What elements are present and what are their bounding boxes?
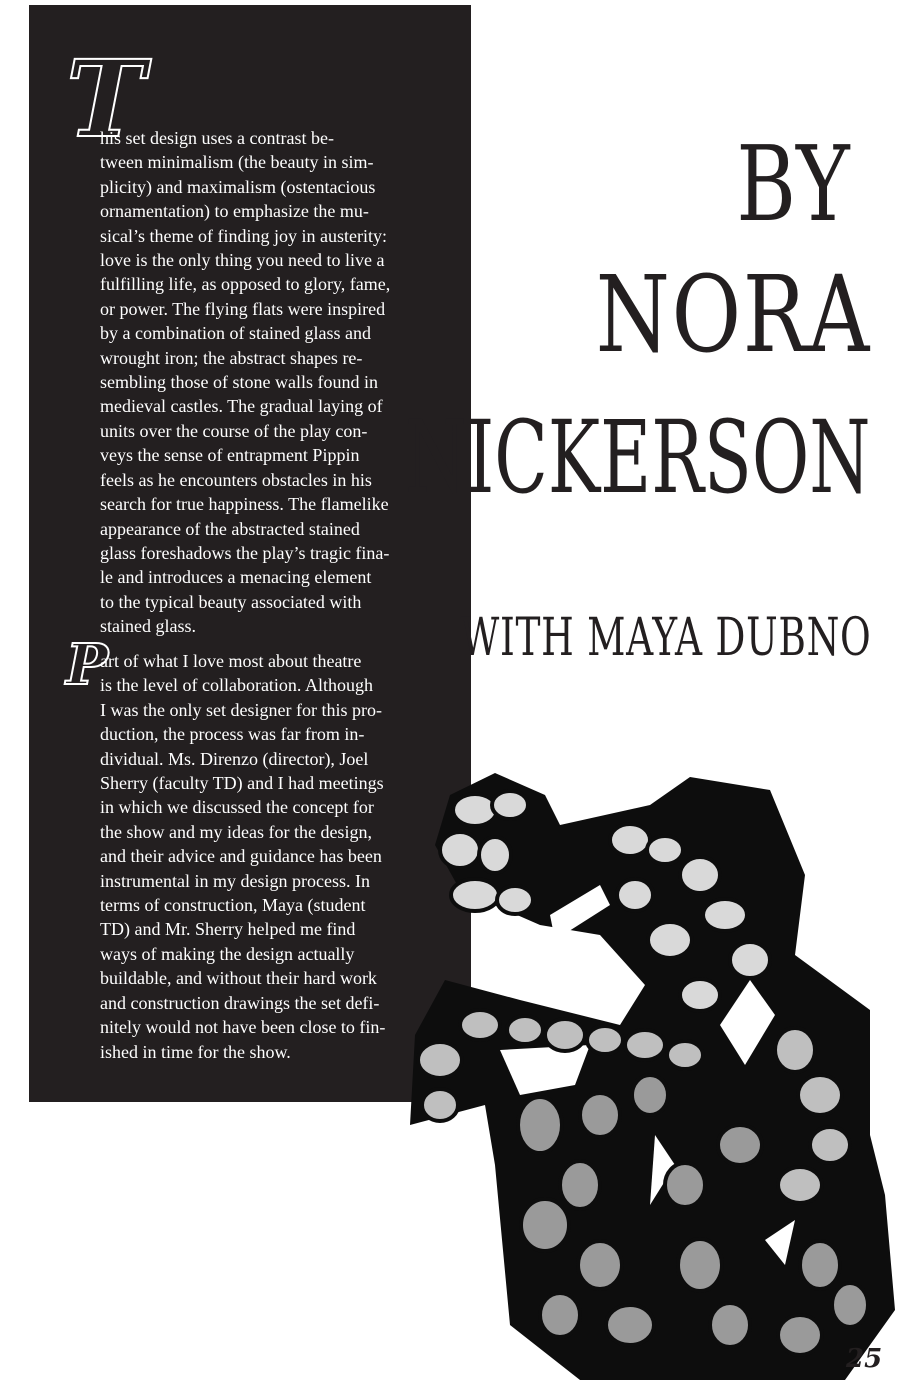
text-line: tween minimalism (the beauty in sim- [100, 152, 374, 173]
credit-with-maya-dubno: WITH MAYA DUBNO [460, 608, 871, 668]
text-line: stained glass. [100, 616, 196, 637]
text-line: feels as he encounters obstacles in his [100, 469, 372, 490]
text-line: and their advice and guidance has been [100, 846, 382, 867]
text-line: sical’s theme of finding joy in austerity: [100, 225, 387, 246]
text-line: appearance of the abstracted stained [100, 518, 360, 539]
text-line: TD) and Mr. Sherry helped me find [100, 919, 356, 940]
text-line: instrumental in my design process. In [100, 870, 370, 891]
title-by: BY [736, 123, 851, 245]
text-line: ornamentation) to emphasize the mu- [100, 201, 369, 222]
title-nickerson: NICKERSON [405, 399, 871, 516]
stained-glass-artwork [400, 765, 895, 1380]
text-line: and construction drawings the set defi- [100, 992, 380, 1013]
text-line: glass foreshadows the play’s tragic fina- [100, 542, 390, 563]
text-line: by a combination of stained glass and [100, 323, 371, 344]
text-line: ways of making the design actually [100, 943, 355, 964]
text-line: le and introduces a menacing element [100, 567, 372, 588]
text-line: wrought iron; the abstract shapes re- [100, 347, 363, 368]
paragraph-1 [100, 126, 390, 639]
text-line: Sherry (faculty TD) and I had meetings [100, 773, 384, 794]
text-line: buildable, and without their hard work [100, 968, 377, 989]
text-line: to the typical beauty associated with [100, 591, 362, 612]
text-line: terms of construction, Maya (student [100, 895, 366, 916]
title-nora: NORA [595, 253, 871, 376]
dropcap-t: T [66, 36, 145, 161]
text-line: love is the only thing you need to live a [100, 250, 385, 271]
text-line: plicity) and maximalism (ostentacious [100, 176, 376, 197]
text-line: dividual. Ms. Direnzo (director), Joel [100, 748, 369, 769]
text-line: sembling those of stone walls found in [100, 372, 378, 393]
text-line: I was the only set designer for this pro- [100, 699, 382, 720]
text-line: art of what I love most about theatre [100, 651, 362, 671]
text-line: or power. The flying flats were inspired [100, 298, 386, 319]
text-line: the show and my ideas for the design, [100, 821, 372, 842]
text-line: veys the sense of entrapment Pippin [100, 445, 360, 466]
text-line: duction, the process was far from in- [100, 724, 365, 745]
paragraph-2 [100, 649, 385, 1064]
text-line: his set design uses a contrast be- [100, 128, 334, 148]
page-number: 25 [846, 1344, 883, 1374]
text-line: nitely would not have been close to fin- [100, 1017, 386, 1038]
text-line: medieval castles. The gradual laying of [100, 396, 383, 417]
text-line: fulfilling life, as opposed to glory, fame, [100, 274, 391, 295]
text-line: units over the course of the play con- [100, 420, 368, 441]
dropcap-p: P [66, 632, 109, 698]
text-line: ished in time for the show. [100, 1041, 291, 1062]
text-line: is the level of collaboration. Although [100, 675, 373, 696]
text-line: search for true happiness. The flamelike [100, 494, 389, 515]
text-line: in which we discussed the concept for [100, 797, 374, 818]
